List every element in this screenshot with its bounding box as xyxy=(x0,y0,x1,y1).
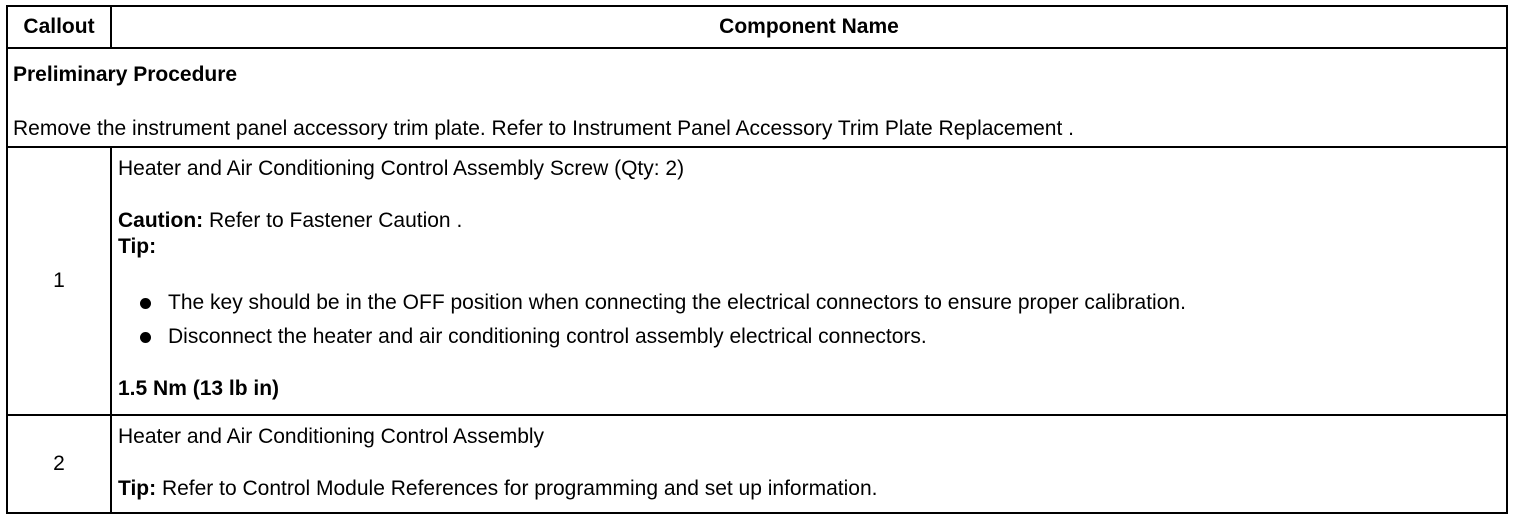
header-row xyxy=(7,6,1507,48)
caution-text: Refer to Fastener Caution . xyxy=(203,209,463,232)
component-cell xyxy=(111,147,1507,415)
bullet-icon xyxy=(140,332,151,343)
caution-line xyxy=(118,208,1506,234)
bullet-icon xyxy=(140,298,151,309)
callout-header: Callout xyxy=(7,6,111,48)
component-cell xyxy=(111,415,1507,513)
component-name: Heater and Air Conditioning Control Assembly xyxy=(118,425,545,448)
tip-line xyxy=(118,476,1506,502)
callout-number: 1 xyxy=(7,147,111,415)
preliminary-text: Remove the instrument panel accessory trim plate. Refer to Instrument Panel Accessory Trim Plate Replacement . xyxy=(13,117,1074,140)
table-row xyxy=(7,147,1507,415)
preliminary-title: Preliminary Procedure xyxy=(13,63,238,86)
tip-label: Tip: xyxy=(118,235,157,258)
procedure-table xyxy=(6,5,1508,514)
tip-line xyxy=(118,234,1506,260)
list-item xyxy=(118,286,1506,320)
component-name-header: Component Name xyxy=(111,6,1507,48)
table-row xyxy=(7,415,1507,513)
tip-text: Refer to Control Module References for programming and set up information. xyxy=(156,477,878,500)
preliminary-cell xyxy=(7,48,1507,147)
caution-label: Caution: xyxy=(118,209,204,232)
tip-bullet-list xyxy=(118,286,1506,354)
preliminary-row xyxy=(7,48,1507,147)
bullet-text: Disconnect the heater and air conditioning control assembly electrical connectors. xyxy=(168,325,927,348)
tip-label: Tip: xyxy=(118,477,157,500)
torque-spec: 1.5 Nm (13 lb in) xyxy=(118,377,280,400)
callout-number: 2 xyxy=(7,415,111,513)
list-item xyxy=(118,320,1506,354)
bullet-text: The key should be in the OFF position when connecting the electrical connectors to ensure proper calibration. xyxy=(168,291,1186,314)
component-name: Heater and Air Conditioning Control Assembly Screw (Qty: 2) xyxy=(118,157,685,180)
